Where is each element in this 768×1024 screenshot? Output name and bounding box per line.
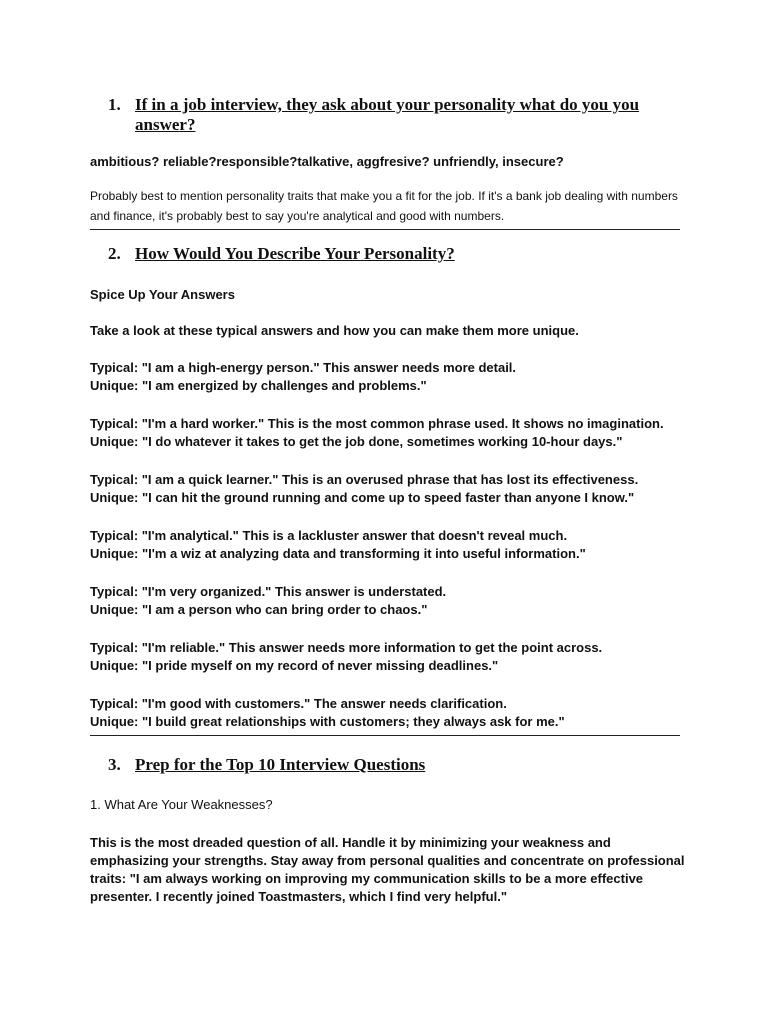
unique-answer: Unique: "I'm a wiz at analyzing data and transforming it into useful information." (90, 546, 586, 561)
unique-answer: Unique: "I pride myself on my record of never missing deadlines." (90, 658, 499, 673)
intro-paragraph: Take a look at these typical answers and how you can make them more unique. (90, 323, 579, 338)
typical-answer: Typical: "I am a quick learner." This is an overused phrase that has lost its effectiveness. (90, 472, 639, 487)
answer-pair (90, 583, 690, 619)
section-number: 2. (108, 244, 121, 263)
typical-answer: Typical: "I'm reliable." This answer needs more information to get the point across. (90, 640, 603, 655)
section-3-heading (108, 755, 668, 775)
section-divider (90, 229, 680, 230)
question-heading: 1. What Are Your Weaknesses? (90, 797, 273, 812)
typical-answer: Typical: "I am a high-energy person." This answer needs more detail. (90, 360, 517, 375)
unique-answer: Unique: "I build great relationships with customers; they always ask for me." (90, 714, 565, 729)
answer-pair (90, 639, 690, 675)
subheading: Spice Up Your Answers (90, 287, 235, 302)
unique-answer: Unique: "I am energized by challenges and problems." (90, 378, 427, 393)
answer-pair (90, 415, 690, 451)
typical-answer: Typical: "I'm analytical." This is a lackluster answer that doesn't reveal much. (90, 528, 568, 543)
section-title: If in a job interview, they ask about your personality what do you you answer? (135, 95, 640, 134)
unique-answer: Unique: "I can hit the ground running and come up to speed faster than anyone I know." (90, 490, 635, 505)
section-number: 3. (108, 755, 121, 774)
section-1-heading (108, 95, 668, 135)
answer-pair (90, 695, 690, 731)
typical-answer: Typical: "I'm a hard worker." This is the most common phrase used. It shows no imagination. (90, 416, 664, 431)
typical-answer: Typical: "I'm very organized." This answer is understated. (90, 584, 447, 599)
advice-paragraph: Probably best to mention personality traits that make you a fit for the job. If it's a bank job dealing with numbers and finance, it's probably best to say you're analytical and good with numbers. (90, 189, 678, 223)
section-number: 1. (108, 95, 121, 114)
unique-answer: Unique: "I am a person who can bring order to chaos." (90, 602, 428, 617)
unique-answer: Unique: "I do whatever it takes to get the job done, sometimes working 10-hour days." (90, 434, 623, 449)
section-title: How Would You Describe Your Personality? (135, 244, 455, 263)
section-2-heading (108, 244, 668, 264)
personality-traits-line: ambitious? reliable?responsible?talkative, aggfresive? unfriendly, insecure? (90, 154, 564, 169)
answer-pair (90, 471, 690, 507)
section-divider (90, 735, 680, 736)
answer-paragraph: This is the most dreaded question of all. Handle it by minimizing your weakness and emphasizing your strengths. Stay away from personal qualities and concentrate on professional traits: "I am always working on improving my communication skills to be a more effective presenter. I recently joined Toastmasters, which I find very helpful." (90, 835, 685, 904)
section-title: Prep for the Top 10 Interview Questions (135, 755, 426, 774)
answer-pair (90, 359, 690, 395)
answer-pair (90, 527, 690, 563)
typical-answer: Typical: "I'm good with customers." The answer needs clarification. (90, 696, 507, 711)
